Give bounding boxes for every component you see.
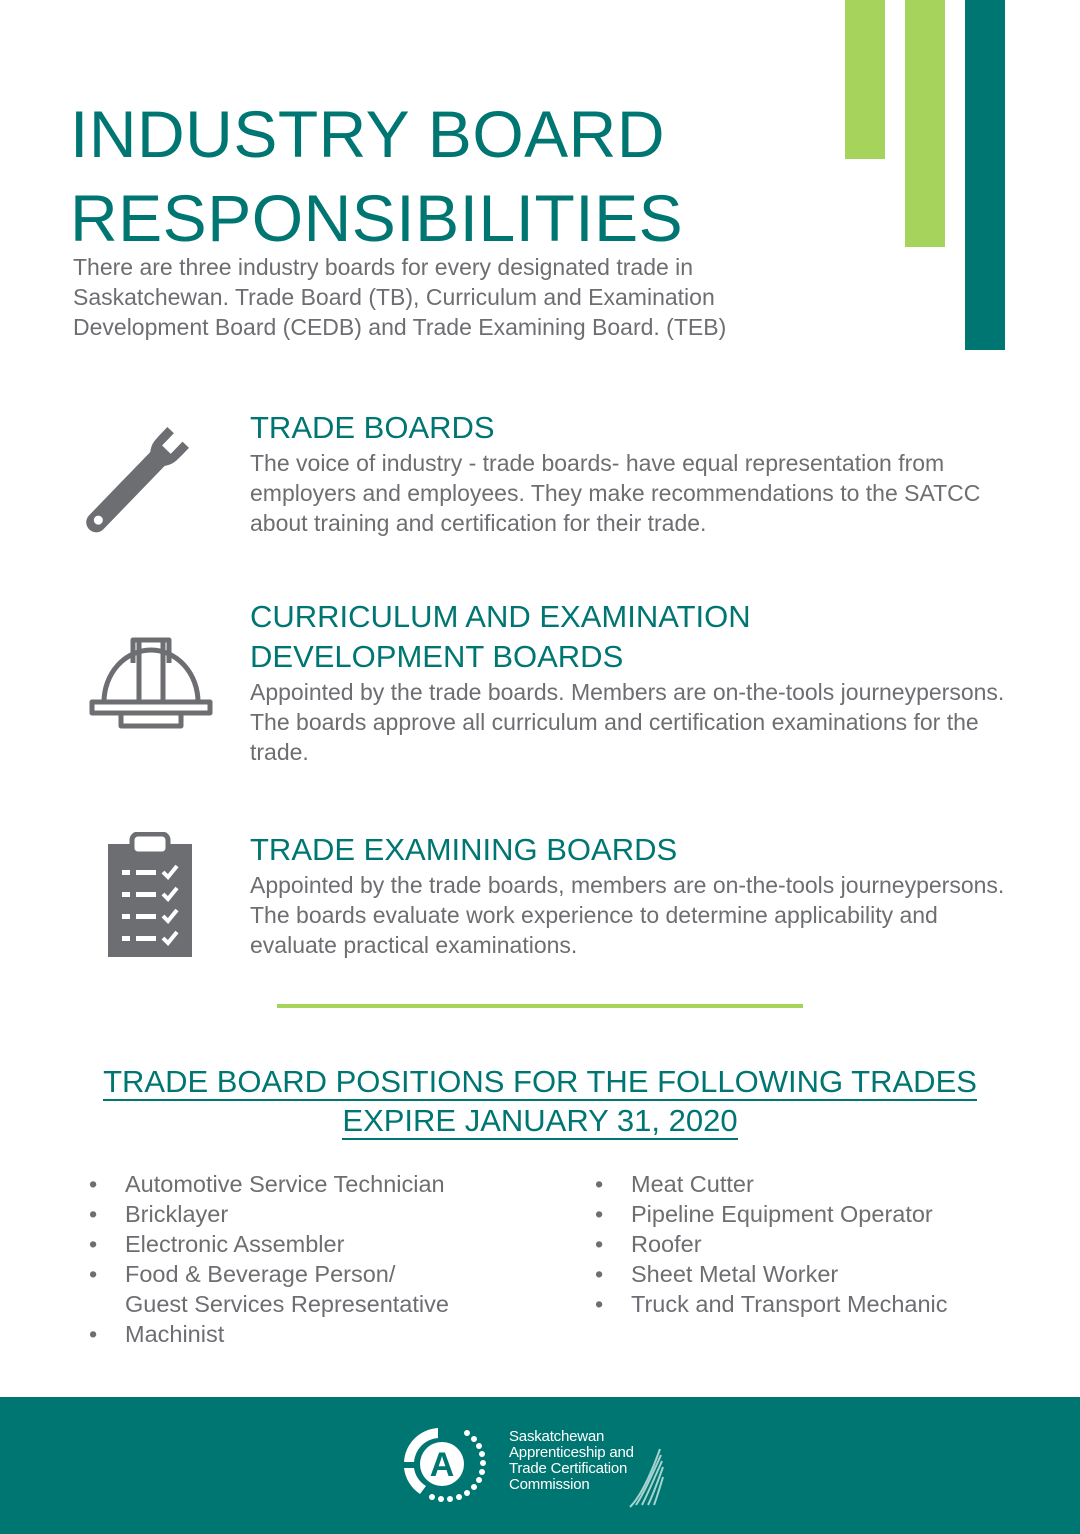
footer-band	[0, 1397, 1080, 1534]
cedb-description: Appointed by the trade boards. Members are on-the-tools journeypersons. The boards approve all curriculum and certification examinations for the trade.	[250, 679, 1005, 765]
list-item: • Pipeline Equipment Operator	[595, 1199, 1035, 1229]
decor-bar-tall	[965, 0, 1005, 350]
trade-list-left	[89, 1169, 529, 1349]
wrench-icon	[72, 412, 208, 542]
teb-section	[250, 830, 1010, 960]
decor-bar-short	[845, 0, 885, 159]
expiry-heading-line-2: EXPIRE JANUARY 31, 2020	[342, 1103, 738, 1138]
teb-heading: TRADE EXAMINING BOARDS	[250, 832, 678, 867]
org-name: Saskatchewan Apprenticeship and Trade Certification Commission	[509, 1428, 634, 1493]
list-item: • Machinist	[89, 1319, 529, 1349]
trade-boards-section	[250, 408, 1010, 538]
satcc-logo-icon	[398, 1424, 494, 1504]
trade-boards-heading: TRADE BOARDS	[250, 410, 495, 445]
cedb-section	[250, 597, 1010, 767]
wheat-leaf-icon	[626, 1447, 666, 1509]
expiry-heading-line-1: TRADE BOARD POSITIONS FOR THE FOLLOWING TRADES	[103, 1064, 977, 1099]
list-item: • Bricklayer	[89, 1199, 529, 1229]
teb-description: Appointed by the trade boards, members are on-the-tools journeypersons. The boards evaluate work experience to determine applicability and evaluate practical examinations.	[250, 872, 1005, 958]
cedb-heading: CURRICULUM AND EXAMINATION DEVELOPMENT BOARDS	[250, 599, 751, 674]
list-item: • Electronic Assembler	[89, 1229, 529, 1259]
page-title: INDUSTRY BOARD RESPONSIBILITIES	[70, 97, 684, 255]
hard-hat-icon	[87, 636, 215, 730]
list-item: • Roofer	[595, 1229, 1035, 1259]
list-item: • Food & Beverage Person/ Guest Services Representative	[89, 1259, 529, 1319]
list-item: • Truck and Transport Mechanic	[595, 1289, 1035, 1319]
intro-paragraph: There are three industry boards for every designated trade in Saskatchewan. Trade Board (TB), Curriculum and Examination Development Board (CEDB) and Trade Examining Board. (TEB)	[73, 254, 727, 340]
list-item: • Meat Cutter	[595, 1169, 1035, 1199]
trade-boards-description: The voice of industry - trade boards- have equal representation from employers and employees. They make recommendations to the SATCC about training and certification for their trade.	[250, 450, 981, 536]
trade-list-right	[595, 1169, 1035, 1319]
decor-bar-medium	[905, 0, 945, 247]
list-item: • Automotive Service Technician	[89, 1169, 529, 1199]
expiry-heading	[0, 1062, 1080, 1140]
logo-letter: A	[429, 1446, 455, 1484]
list-item: • Sheet Metal Worker	[595, 1259, 1035, 1289]
clipboard-checklist-icon	[108, 832, 194, 958]
section-divider	[277, 1004, 803, 1008]
